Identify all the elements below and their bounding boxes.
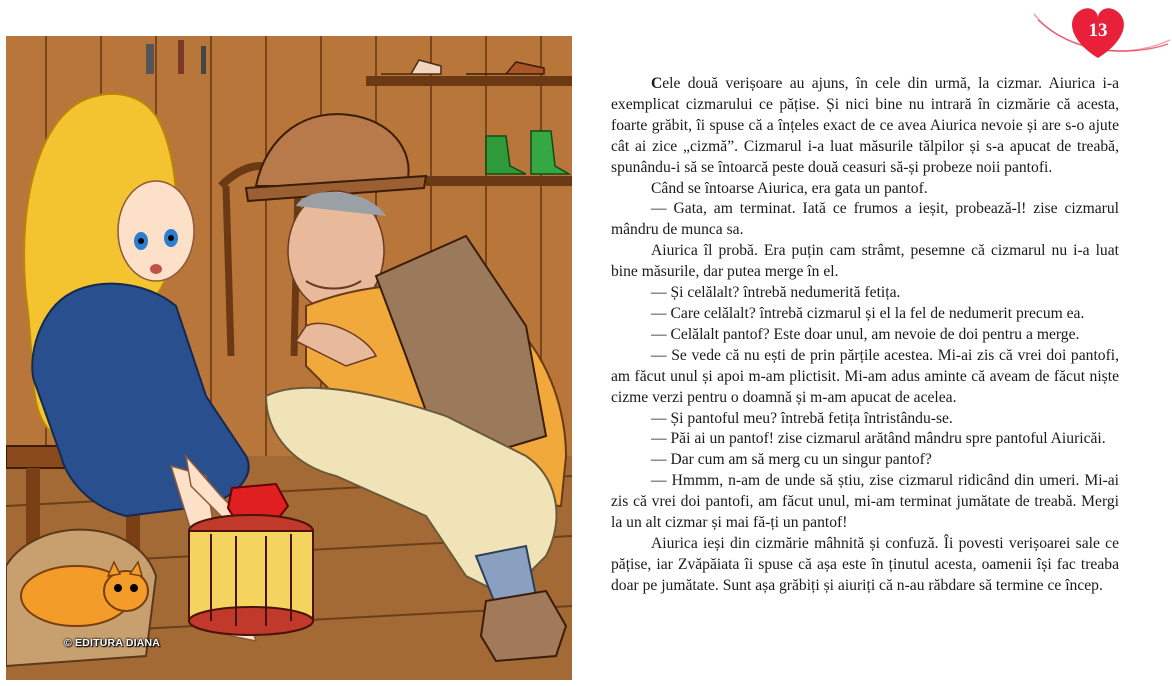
- story-illustration: [6, 36, 572, 680]
- story-text: [611, 74, 1119, 597]
- paragraph: — Gata, am terminat. Iată ce frumos a ieșit, probează-l! zise cizmarul mândru de munca sa.: [611, 200, 1119, 239]
- dropcap: C: [651, 75, 663, 92]
- paragraph: — Celălalt pantof? Este doar unul, am nevoie de doi pentru a merge.: [651, 325, 1080, 343]
- page-number: 13: [1088, 20, 1108, 41]
- paragraph: — Și pantoful meu? întrebă fetița întristându-se.: [651, 409, 953, 427]
- paragraph: — Se vede că nu ești de prin părțile acestea. Mi-ai zis că vrei doi pantofi, am făcut unul și apoi m-am plictisit. Mi-am adus aminte că aveam de făcut niște cizme verzi pentru o doamnă și m-am apucat de acelea.: [611, 346, 1119, 406]
- paragraph: Aiurica ieși din cizmărie mâhnită și confuză. Îi povesti verișoarei sale ce pățise, iar Zvăpăiata îi spuse că așa este în ținutul acesta, oamenii își fac treaba doar pe jumătate. Sunt așa grăbiți și aiuriți că n-au răbdare să termine ce încep.: [611, 534, 1119, 594]
- paragraph: — Și celălalt? întrebă nedumerită fetița.: [651, 284, 901, 302]
- paragraph: Aiurica îl probă. Era puțin cam strâmt, pesemne că cizmarul nu i-a luat bine măsurile, dar putea merge în el.: [611, 242, 1119, 281]
- paragraph: — Păi ai un pantof! zise cizmarul arătând mândru spre pantoful Aiuricăi.: [651, 430, 1106, 448]
- shoemaker-scene-illustration: [6, 36, 572, 680]
- paragraph: Când se întoarse Aiurica, era gata un pantof.: [651, 179, 928, 197]
- paragraph: Cele două verișoare au ajuns, în cele din urmă, la cizmar. Aiurica i-a exemplicat cizmarului ce pățise. Și nici bine nu intrară în cizmărie că acesta, foarte grăbit, îi spuse că a înțeles exact de ce avea Aiurica nevoie și are s-o ajute cât ai zice „cizmă”. Cizmarul i-a luat măsurile tălpilor și s-a apucat de treabă, spunându-i să se întoarcă peste două ceasuri să-și probeze noii pantofi.: [611, 75, 1119, 176]
- paragraph: — Dar cum am să merg cu un singur pantof?: [651, 451, 932, 469]
- paragraph: — Hmmm, n-am de unde să știu, zise cizmarul ridicând din umeri. Mi-ai zis că vrei doi pantofi, am făcut unul, mi-am terminat jumătate de treabă. Mergi la un alt cizmar și mai fă-ți un pantof!: [611, 472, 1119, 532]
- copyright-notice: © EDITURA DIANA: [64, 637, 161, 649]
- paragraph: — Care celălalt? întrebă cizmarul și el la fel de nedumerit precum ea.: [651, 304, 1085, 322]
